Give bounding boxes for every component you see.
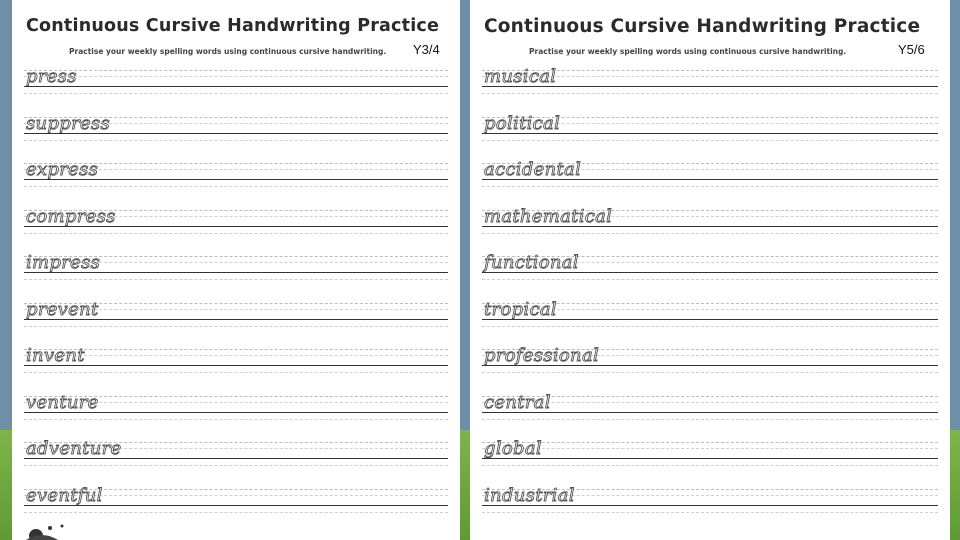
- practice-row: [482, 345, 938, 379]
- guide-rule: [24, 279, 448, 280]
- practice-row: [24, 252, 448, 286]
- practice-row: [482, 252, 938, 286]
- spelling-word: accidental: [484, 159, 582, 180]
- spelling-word: express: [26, 159, 99, 180]
- guide-rule: [24, 76, 448, 77]
- guide-rule: [24, 186, 448, 187]
- spelling-word: impress: [26, 252, 101, 273]
- practice-row: [482, 484, 938, 519]
- year-level-label: Y5/6: [898, 42, 925, 57]
- spelling-word: invent: [26, 345, 85, 366]
- guide-rule: [24, 326, 448, 327]
- guide-rule: [24, 140, 448, 141]
- guide-rule: [24, 465, 448, 466]
- spelling-word: press: [26, 66, 77, 87]
- practice-row: [24, 438, 448, 472]
- spelling-word: political: [484, 112, 561, 134]
- worksheet-title: Continuous Cursive Handwriting Practice: [26, 16, 440, 36]
- spelling-word: mathematical: [484, 205, 613, 227]
- baseline-rule: [24, 86, 448, 87]
- practice-row: [482, 298, 938, 333]
- guide-rule: [482, 233, 938, 234]
- spelling-word: industrial: [484, 484, 575, 506]
- worksheet-right: [470, 0, 950, 540]
- practice-row: [482, 205, 938, 240]
- worksheet-title: Continuous Cursive Handwriting Practice: [484, 16, 921, 37]
- spelling-word: venture: [26, 391, 99, 413]
- year-level-label: Y3/4: [413, 42, 440, 57]
- worksheet-subtitle: Practise your weekly spelling words using continuous cursive handwriting.: [69, 47, 387, 56]
- practice-row: [482, 66, 938, 100]
- practice-row: [24, 66, 448, 100]
- guide-rule: [482, 279, 938, 280]
- practice-row: [24, 345, 448, 379]
- guide-rule: [482, 186, 938, 187]
- spelling-word: compress: [26, 205, 116, 227]
- guide-rule: [482, 442, 938, 443]
- spelling-word: functional: [484, 252, 579, 273]
- baseline-rule: [24, 365, 448, 366]
- guide-rule: [24, 512, 448, 513]
- guide-rule: [482, 372, 938, 373]
- spelling-word: eventful: [26, 484, 103, 506]
- guide-rule: [24, 355, 448, 356]
- guide-rule: [482, 465, 938, 466]
- guide-rule: [24, 70, 448, 71]
- practice-row: [482, 159, 938, 193]
- practice-row: [24, 112, 448, 147]
- spelling-word: professional: [484, 345, 600, 366]
- practice-row: [482, 112, 938, 147]
- baseline-rule: [482, 458, 938, 459]
- spelling-word: central: [484, 391, 551, 413]
- guide-rule: [482, 93, 938, 94]
- worksheet-subtitle: Practise your weekly spelling words using continuous cursive handwriting.: [529, 47, 847, 56]
- guide-rule: [482, 140, 938, 141]
- spelling-word: prevent: [26, 298, 99, 320]
- guide-rule: [482, 448, 938, 449]
- guide-rule: [24, 372, 448, 373]
- guide-rule: [482, 419, 938, 420]
- practice-row: [24, 205, 448, 240]
- practice-row: [24, 298, 448, 333]
- spelling-word: suppress: [26, 112, 111, 134]
- spelling-word: musical: [484, 66, 557, 87]
- spelling-word: tropical: [484, 298, 557, 320]
- spelling-word: global: [484, 438, 542, 459]
- twinkl-logo-icon: [22, 522, 92, 540]
- worksheet-left: [12, 0, 460, 540]
- practice-row: [482, 391, 938, 426]
- guide-rule: [24, 233, 448, 234]
- practice-row: [24, 391, 448, 426]
- practice-row: [24, 159, 448, 193]
- guide-rule: [482, 512, 938, 513]
- practice-row: [24, 484, 448, 519]
- spelling-word: adventure: [26, 438, 122, 459]
- guide-rule: [482, 326, 938, 327]
- guide-rule: [24, 349, 448, 350]
- guide-rule: [24, 93, 448, 94]
- guide-rule: [24, 419, 448, 420]
- practice-row: [482, 438, 938, 472]
